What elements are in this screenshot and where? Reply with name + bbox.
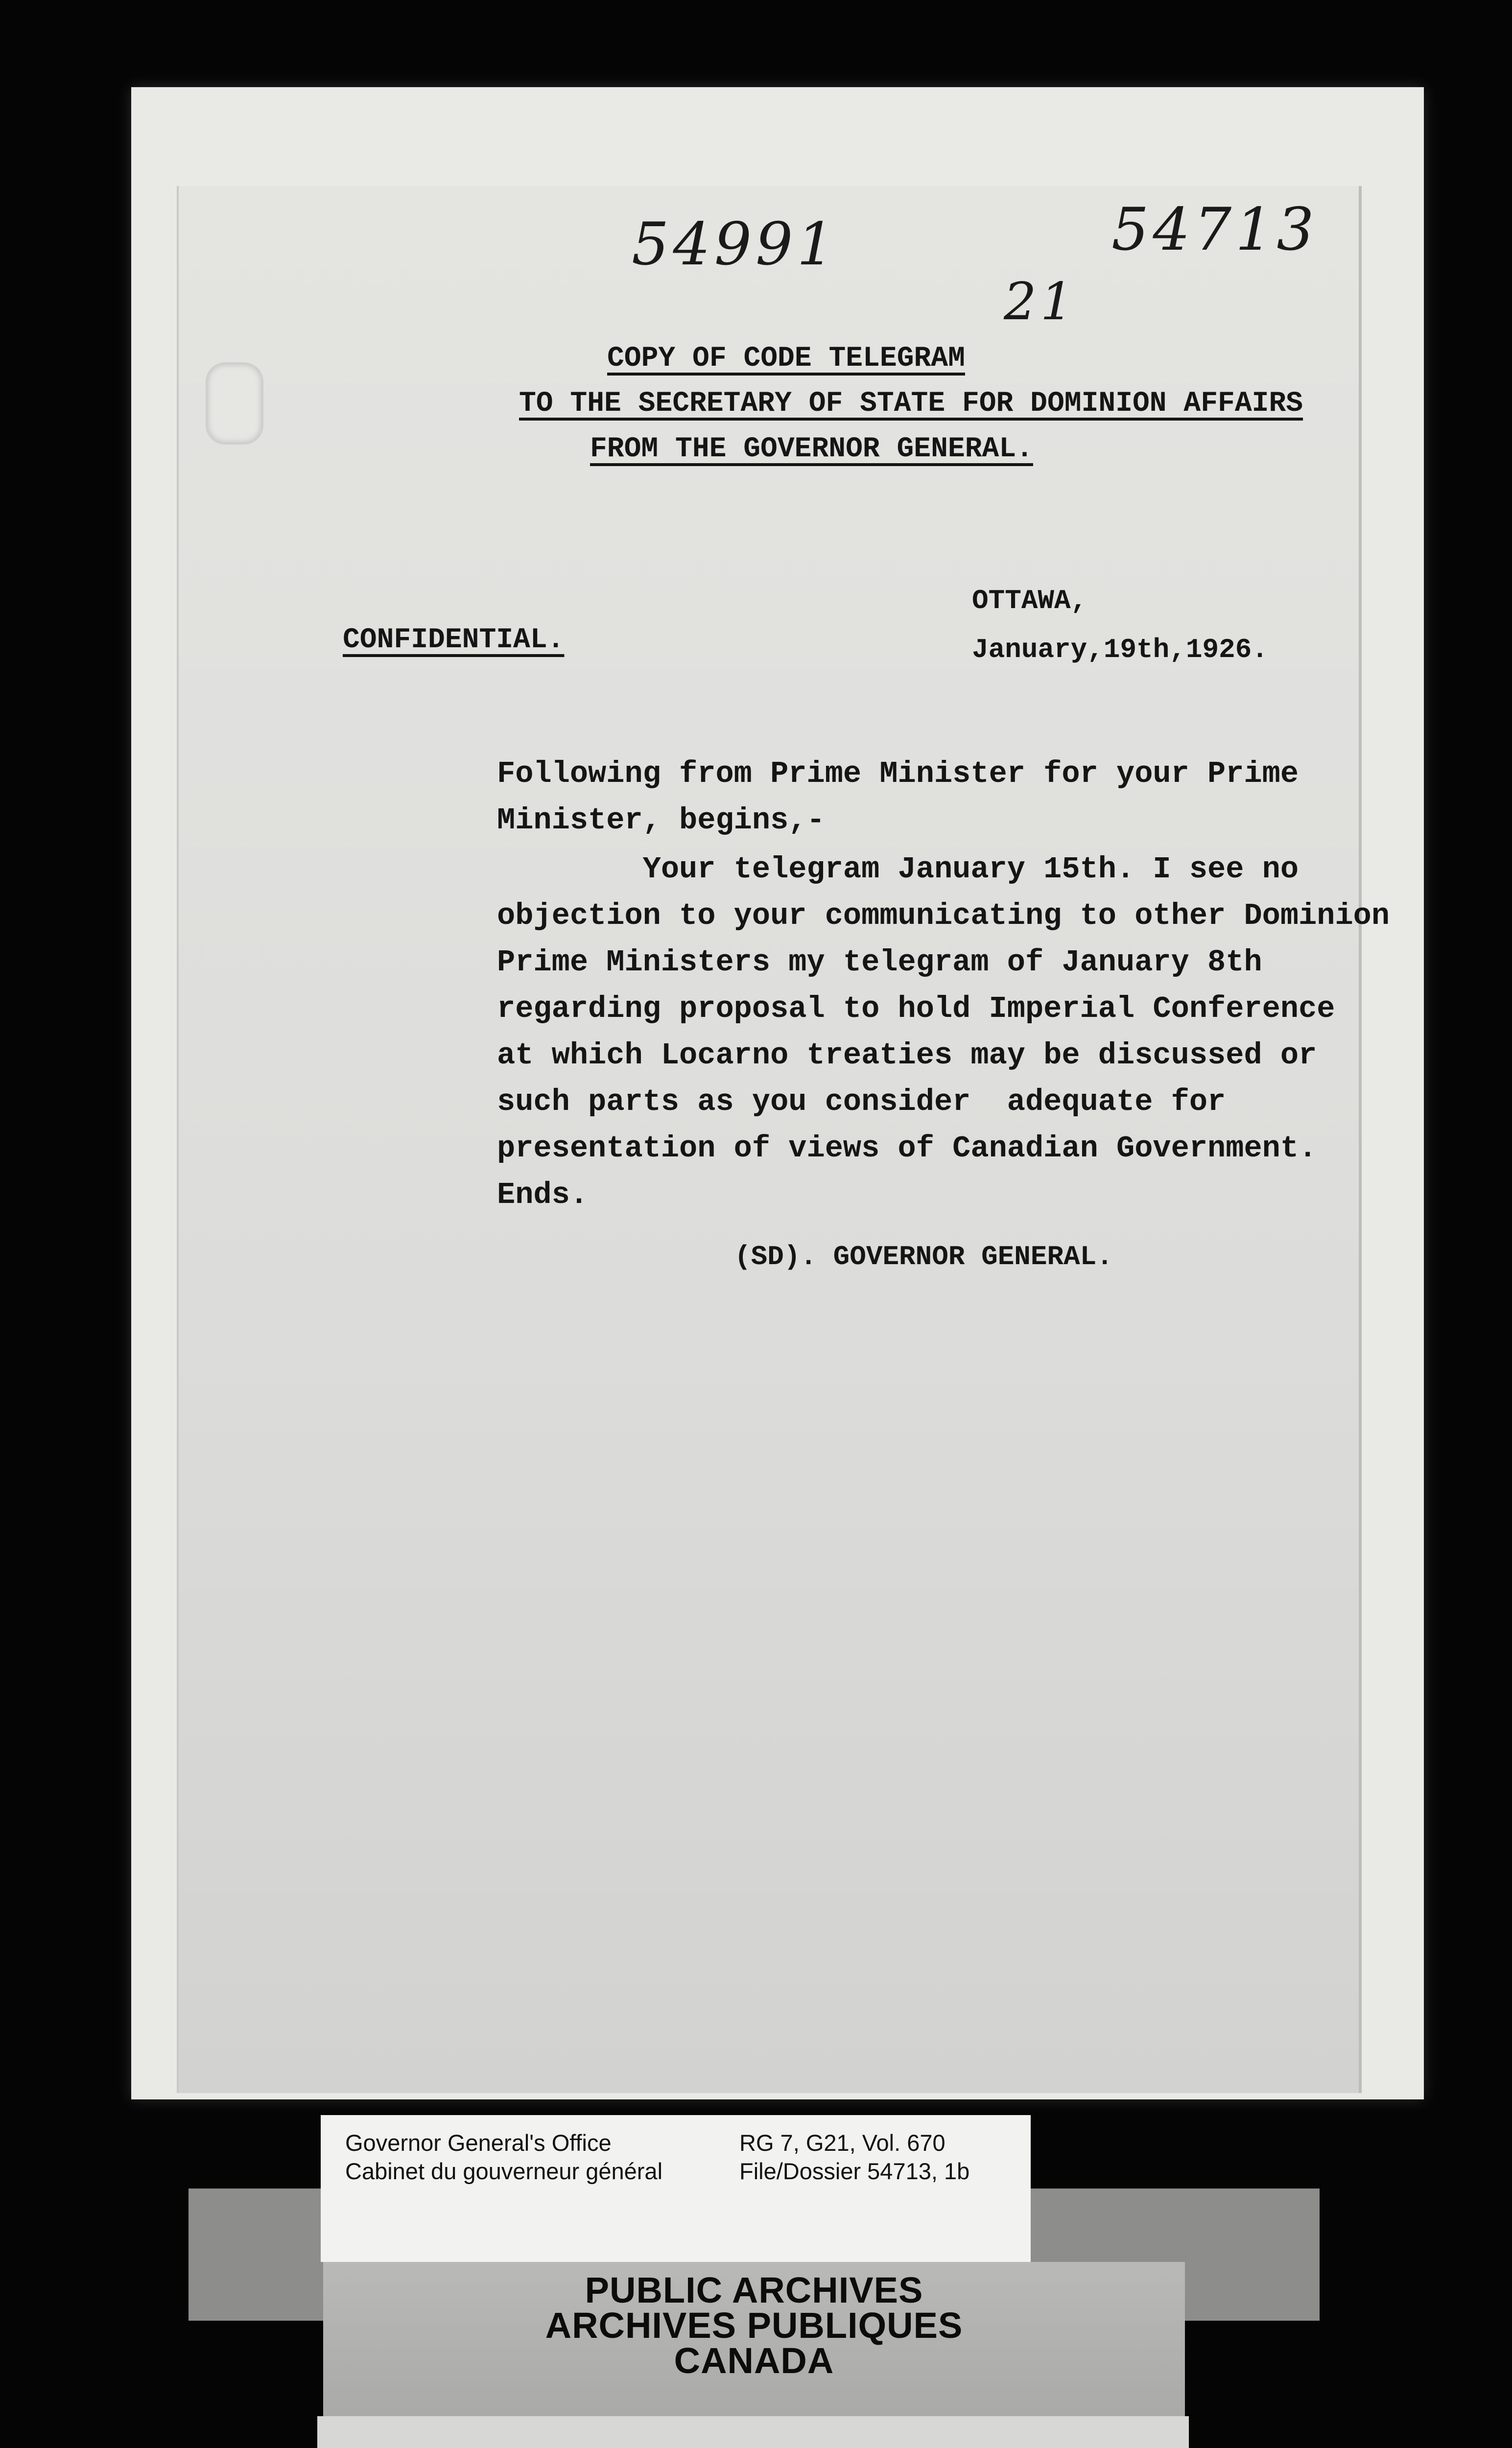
body-line-8: such parts as you consider adequate for (497, 1084, 1226, 1119)
handwritten-folio-number: 21 (1004, 272, 1077, 331)
record-group-reference: RG 7, G21, Vol. 670 (739, 2130, 945, 2156)
body-line-1: Following from Prime Minister for your Prime (497, 756, 1299, 791)
body-line-9: presentation of views of Canadian Government. (497, 1131, 1317, 1166)
handwritten-file-number-left: 54991 (632, 211, 838, 279)
handwritten-file-number-right: 54713 (1111, 196, 1318, 264)
embossed-seal (206, 362, 263, 445)
body-line-3: Your telegram January 15th. I see no (497, 852, 1299, 887)
heading-line-3: FROM THE GOVERNOR GENERAL. (590, 433, 1033, 465)
archives-line-2: ARCHIVES PUBLIQUES (545, 2305, 963, 2346)
public-archives-stamp (323, 2262, 1185, 2424)
body-line-6: regarding proposal to hold Imperial Conference (497, 991, 1335, 1026)
archive-reference-label (321, 2115, 1031, 2262)
file-reference: File/Dossier 54713, 1b (739, 2158, 970, 2184)
mount-bottom-strip (317, 2416, 1189, 2448)
archives-line-1: PUBLIC ARCHIVES (585, 2270, 923, 2310)
confidential-label: CONFIDENTIAL. (343, 624, 565, 656)
body-line-10: Ends. (497, 1177, 589, 1212)
signature-line: (SD). GOVERNOR GENERAL. (734, 1241, 1113, 1272)
body-line-4: objection to your communicating to other Dominion (497, 898, 1390, 933)
date-line: January,19th,1926. (972, 634, 1268, 665)
body-line-7: at which Locarno treaties may be discussed or (497, 1038, 1317, 1073)
office-name-english: Governor General's Office (345, 2130, 612, 2156)
heading-line-2: TO THE SECRETARY OF STATE FOR DOMINION AFFAIRS (519, 388, 1303, 420)
heading-line-1: COPY OF CODE TELEGRAM (607, 343, 965, 375)
place-line: OTTAWA, (972, 585, 1087, 616)
body-line-5: Prime Ministers my telegram of January 8th (497, 945, 1262, 980)
office-name-french: Cabinet du gouverneur général (345, 2158, 663, 2184)
archives-line-3: CANADA (674, 2340, 834, 2381)
body-line-2: Minister, begins,- (497, 803, 825, 838)
